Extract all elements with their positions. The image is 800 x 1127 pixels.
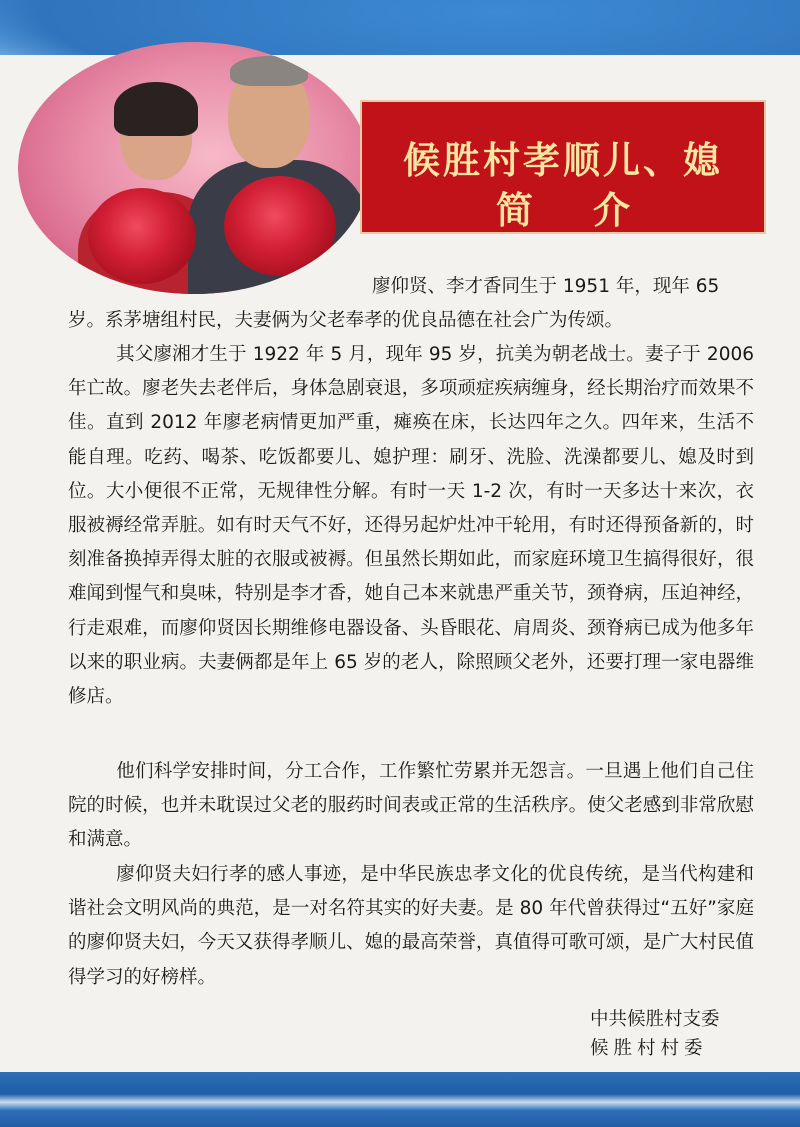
red-flower-corsage-icon	[224, 176, 336, 276]
signature-village-committee: 候胜村村委	[590, 1038, 708, 1059]
title-line-2: 简介	[496, 189, 690, 232]
couple-photo	[18, 42, 370, 294]
paragraph-1-rest: 岁。系茅塘组村民，夫妻俩为父老奉孝的优良品德在社会广为传颂。	[68, 310, 624, 331]
paragraph-3-text: 他们科学安排时间，分工合作，工作繁忙劳累并无怨言。一旦遇上他们自己住院的时候，也并未耽误过父老的服药时间表或正常的生活秩序。使父老感到非常欣慰和满意。	[68, 761, 754, 851]
paragraph-4	[68, 858, 754, 995]
man-hair	[230, 56, 308, 86]
title-banner	[360, 100, 766, 234]
red-flower-corsage-icon	[88, 188, 196, 284]
paragraph-2	[68, 338, 754, 714]
paragraph-4-text: 廖仰贤夫妇行孝的感人事迹，是中华民族忠孝文化的优良传统，是当代构建和谐社会文明风尚的典范，是一对名符其实的好夫妻。是 80 年代曾获得过“五好”家庭的廖仰贤夫妇，今天又获得孝顺儿、媳的最高荣誉，真值得可歌可颂，是广大村民值得学习的好榜样。	[68, 864, 754, 988]
paragraph-2-text: 其父廖湘才生于 1922 年 5 月，现年 95 岁，抗美为朝老战士。妻子于 2006 年亡故。廖老失去老伴后，身体急剧衰退，多项顽症疾病缠身，经长期治疗而效果不佳。直到 2012 年廖老病情更加严重，瘫痪在床，长达四年之久。四年来，生活不能自理。吃药、喝茶、吃饭都要儿、媳护理：刷牙、洗脸、洗澡都要儿、媳及时到位。大小便很不正常，无规律性分解。有时一天 1-2 次，有时一天多达十来次，衣服被褥经常弄脏。如有时天气不好，还得另起炉灶冲干轮用，有时还得预备新的，时刻准备换掉弄得太脏的衣服或被褥。但虽然长期如此，而家庭环境卫生搞得很好，很难闻到惺气和臭味，特别是李才香，她自己本来就患严重关节，颈脊病，压迫神经，行走艰难，而廖仰贤因长期维修电器设备、头昏眼花、肩周炎、颈脊病已成为他多年以来的职业病。夫妻俩都是年上 65 岁的老人，除照顾父老外，还要打理一家电器维修店。	[68, 344, 754, 708]
title-line-1: 候胜村孝顺儿、媳	[403, 139, 723, 182]
woman-hair	[114, 82, 198, 136]
signature-party-committee: 中共候胜村支委	[590, 1009, 720, 1030]
paragraph-1-first-line: 廖仰贤、李才香同生于 1951 年，现年 65	[372, 276, 720, 297]
paragraph-3	[68, 755, 754, 858]
bottom-blue-band	[0, 1072, 800, 1127]
